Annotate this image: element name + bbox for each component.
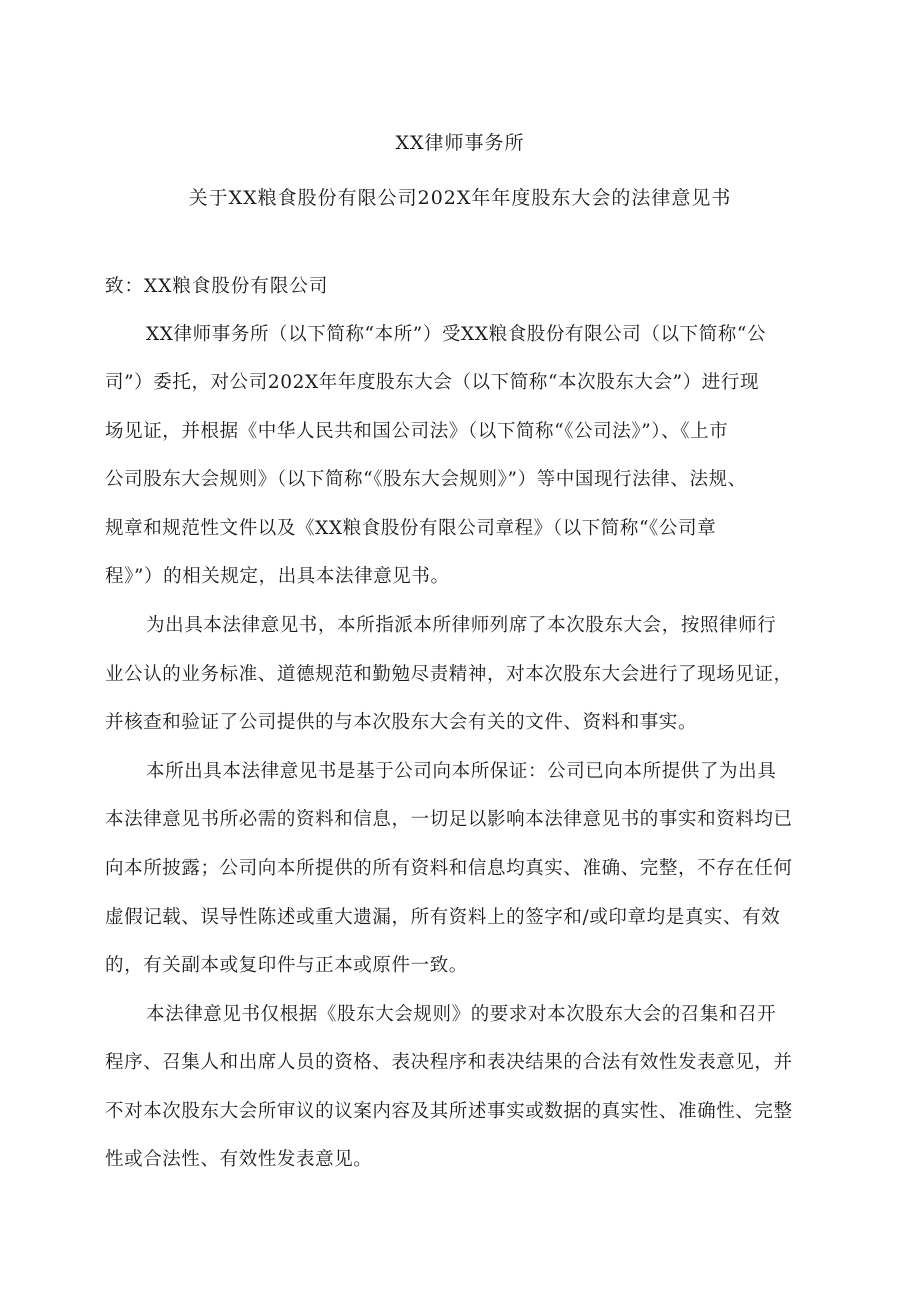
paragraph-line: 为出具本法律意见书，本所指派本所律师列席了本次股东大会，按照律师行 [146, 615, 777, 636]
opinion-title: 关于XX粮食股份有限公司202X年年度股东大会的法律意见书 [188, 187, 732, 209]
paragraph-line: 向本所披露；公司向本所提供的所有资料和信息均真实、准确、完整，不存在任何 [105, 858, 793, 879]
paragraph-line: 规章和规范性文件以及《XX粮食股份有限公司章程》（以下简称“《公司章 [105, 518, 717, 539]
paragraph-line: 不对本次股东大会所审议的议案内容及其所述事实或数据的真实性、准确性、完整 [105, 1101, 793, 1122]
paragraph-line: 本法律意见书仅根据《股东大会规则》的要求对本次股东大会的召集和召开 [146, 1004, 777, 1025]
paragraph-line: 程序、召集人和出席人员的资格、表决程序和表决结果的合法有效性发表意见，并 [105, 1052, 793, 1073]
paragraph-line: 并核查和验证了公司提供的与本次股东大会有关的文件、资料和事实。 [105, 712, 698, 733]
paragraph-line: 程》”）的相关规定，出具本法律意见书。 [105, 566, 450, 587]
paragraph-line: XX律师事务所（以下简称“本所”）受XX粮食股份有限公司（以下简称“公 [146, 324, 767, 345]
paragraph-line: 本所出具本法律意见书是基于公司向本所保证：公司已向本所提供了为出具 [146, 761, 777, 782]
paragraph-line: 本法律意见书所必需的资料和信息，一切足以影响本法律意见书的事实和资料均已 [105, 809, 793, 830]
firm-title: XX律师事务所 [395, 132, 525, 154]
paragraph-line: 业公认的业务标准、道德规范和勤勉尽责精神，对本次股东大会进行了现场见证， [105, 664, 793, 685]
paragraph-line: 场见证，并根据《中华人民共和国公司法》（以下简称“《公司法》”）、《上市 [105, 421, 729, 442]
paragraph-line: 司”）委托，对公司202X年年度股东大会（以下简称“本次股东大会”）进行现 [105, 372, 760, 393]
paragraph-line: 公司股东大会规则》（以下简称“《股东大会规则》”）等中国现行法律、法规、 [105, 469, 747, 490]
paragraph-line: 性或合法性、有效性发表意见。 [105, 1149, 373, 1170]
salutation: 致：XX粮食股份有限公司 [105, 276, 329, 297]
paragraph-line: 的，有关副本或复印件与正本或原件一致。 [105, 955, 468, 976]
paragraph-line: 虚假记载、误导性陈述或重大遗漏，所有资料上的签字和/或印章均是真实、有效 [105, 907, 781, 928]
